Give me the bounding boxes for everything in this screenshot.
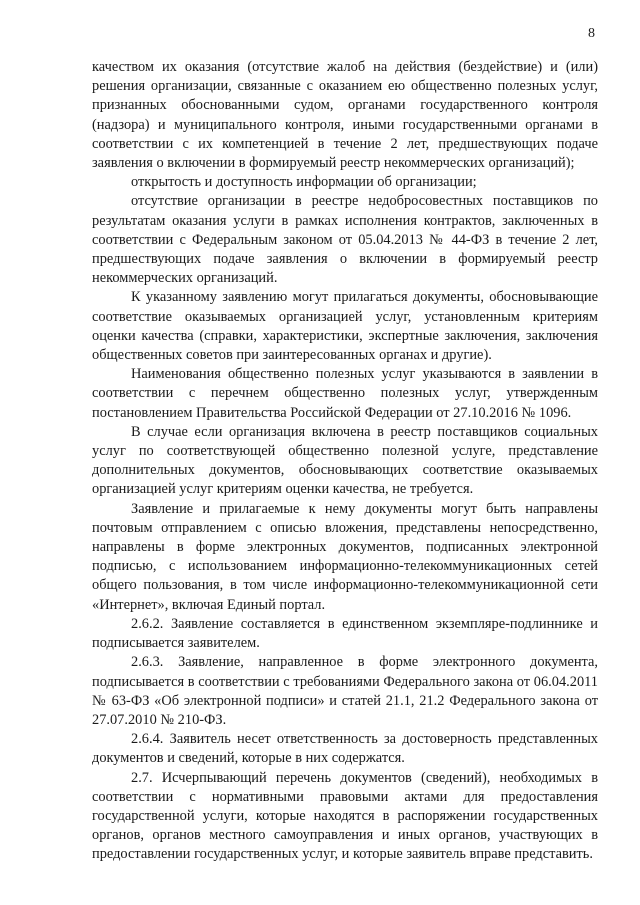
paragraph-2-6-2: 2.6.2. Заявление составляется в единственном экземпляре-подлиннике и подписывается заявителем. bbox=[92, 615, 598, 652]
paragraph-2-6-4: 2.6.4. Заявитель несет ответственность за достоверность представленных документов и сведений, которые в них содержатся. bbox=[92, 731, 598, 767]
paragraph-submission-methods: Заявление и прилагаемые к нему документы могут быть направлены почтовым отправлением с описью вложения, представлены непосредственно, направлены в форме электронных документов, подписанных электронной подписью, с использованием информационно-телекоммуникационных сетей общего пользования, в том числе информационно-телекоммуникационной сети «Интернет», включая Единый портал. bbox=[92, 500, 598, 613]
paragraph-2-6-3: 2.6.3. Заявление, направленное в форме электронного документа, подписывается в соответствии с требованиями Федерального закона от 06.04.2011 № 63-ФЗ «Об электронной подписи» и статей 21.1, 21.2 Федерального закона от 27.07.2010 № 210-ФЗ. bbox=[92, 654, 598, 728]
paragraph-attached-documents: К указанному заявлению могут прилагаться документы, обосновывающие соответствие оказываемых организацией услуг, установленным критериям оценки качества (справки, характеристики, экспертные заключения, заключения общественных советов при заинтересованных органах и другие). bbox=[92, 289, 598, 364]
paragraph-openness: открытость и доступность информации об организации; bbox=[131, 174, 477, 191]
paragraph-social-providers: В случае если организация включена в реестр поставщиков социальных услуг по соответствующей общественно полезной услуге, представление дополнительных документов, обосновывающих соответствие оказываемых организацией услуг критериям оценки качества, не требуется. bbox=[92, 423, 598, 498]
paragraph-2-7: 2.7. Исчерпывающий перечень документов (сведений), необходимых в соответствии с нормативными правовыми актами для предоставления государственной услуги, которые находятся в распоряжении государственных органов, органов местного самоуправления и иных органов, участвующих в предоставлении государственных услуг, и которые заявитель вправе представить. bbox=[92, 769, 598, 863]
paragraph-unscrupulous-registry: отсутствие организации в реестре недобросовестных поставщиков по результатам оказания услуги в рамках исполнения контрактов, заключенных в соответствии с Федеральным законом от 05.04.2013 № 44-ФЗ в течение 2 лет, предшествующих подаче заявления о включении в формируемый реестр некоммерческих организаций. bbox=[92, 193, 598, 287]
page-number: 8 bbox=[588, 26, 595, 41]
document-body bbox=[92, 58, 598, 865]
paragraph-service-names: Наименования общественно полезных услуг указываются в заявлении в соответствии с перечнем общественно полезных услуг, утвержденным постановлением Правительства Российской Федерации от 27.10.2016 № 1096. bbox=[92, 366, 598, 421]
paragraph-quality-complaints: качеством их оказания (отсутствие жалоб на действия (бездействие) и (или) решения организации, связанные с оказанием ею общественно полезных услуг, признанных обоснованными судом, органами государственного контроля (надзора) и муниципального контроля, иными государственными органами в соответствии с их компетенцией в течение 2 лет, предшествующих подаче заявления о включении в формируемый реестр некоммерческих организаций); bbox=[92, 59, 598, 172]
